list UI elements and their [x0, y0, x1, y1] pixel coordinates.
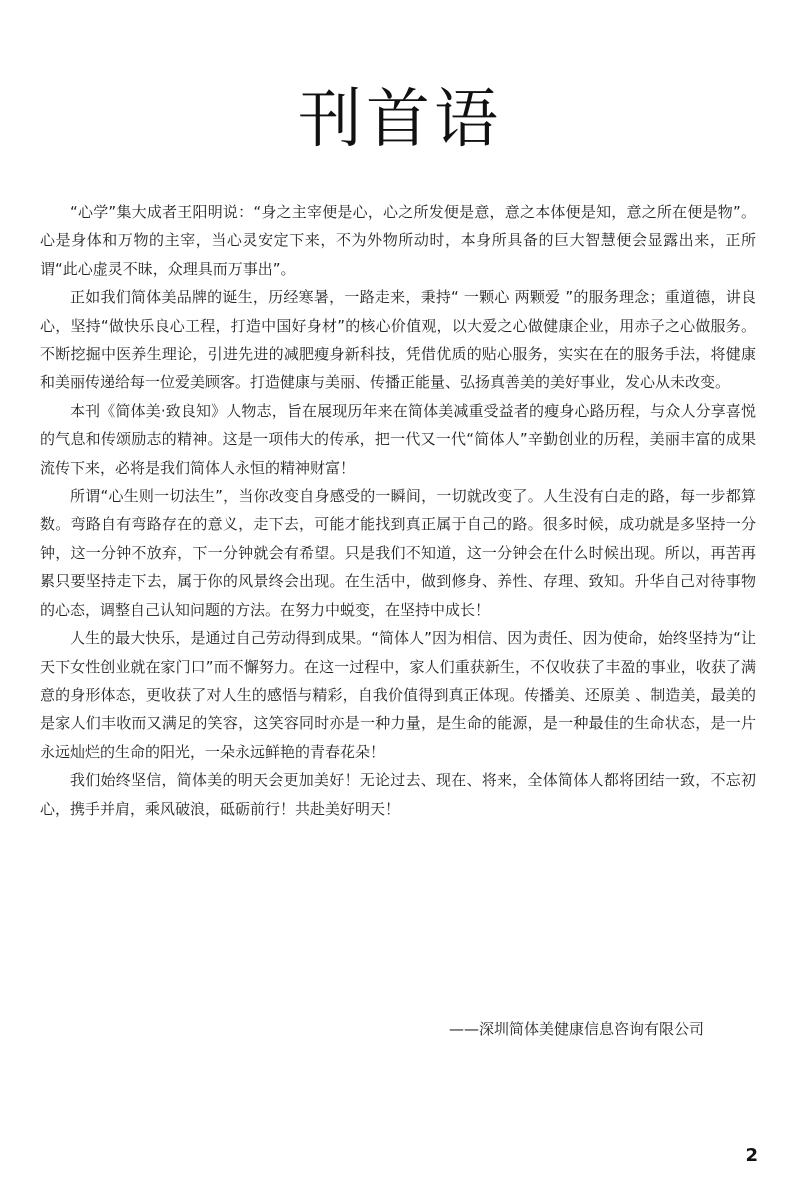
paragraph-1: “心学”集大成者王阳明说：“身之主宰便是心，心之所发便是意，意之本体便是知，意之所在便是物”。心是身体和万物的主宰，当心灵安定下来，不为外物所动时，本身所具备的巨大智慧便会显露出来，正所谓“此心虚灵不昧，众理具而万事出”。	[40, 203, 756, 278]
paragraph-4: 所谓“心生则一切法生”，当你改变自身感受的一瞬间，一切就改变了。人生没有白走的路，每一步都算数。弯路自有弯路存在的意义，走下去，可能才能找到真正属于自己的路。很多时候，成功就是多坚持一分钟，这一分钟不放弃，下一分钟就会有希望。只是我们不知道，这一分钟会在什么时候出现。所以，再苦再累只要坚持走下去，属于你的风景终会出现。在生活中，做到修身、养性、存理、致知。升华自己对待事物的心态，调整自己认知问题的方法。在努力中蜕变，在坚持中成长！	[40, 487, 756, 619]
paragraph-6: 我们始终坚信，简体美的明天会更加美好！无论过去、现在、将来，全体简体人都将团结一致，不忘初心，携手并肩，乘风破浪，砥砺前行！共赴美好明天！	[40, 771, 756, 818]
page-title: 刊首语	[298, 83, 502, 157]
signature: ——深圳简体美健康信息咨询有限公司	[448, 1020, 704, 1038]
paragraph-5: 人生的最大快乐，是通过自己劳动得到成果。“简体人”因为相信、因为责任、因为使命，始终坚持为“让天下女性创业就在家门口”而不懈努力。在这一过程中，家人们重获新生，不仅收获了丰盈的事业，收获了满意的身形体态，更收获了对人生的感悟与精彩，自我价值得到真正体现。传播美、还原美 、制造美，最美的是家人们丰收而又满足的笑容，这笑容同时亦是一种力量，是生命的能源，是一种最佳的生命状态，是一片永远灿烂的生命的阳光，一朵永远鲜艳的青春花朵！	[40, 629, 756, 761]
article-body	[40, 198, 756, 823]
paragraph-3: 本刊《简体美·致良知》人物志，旨在展现历年来在简体美减重受益者的瘦身心路历程，与众人分享喜悦的气息和传颂励志的精神。这是一项伟大的传承，把一代又一代“简体人”辛勤创业的历程，美丽丰富的成果流传下来，必将是我们简体人永恒的精神财富！	[40, 401, 756, 477]
page-number: 2	[745, 1145, 758, 1166]
paragraph-2: 正如我们简体美品牌的诞生，历经寒暑，一路走来，秉持“ 一颗心 两颗爱 ”的服务理念；重道德，讲良心，坚持“做快乐良心工程，打造中国好身材”的核心价值观，以大爱之心做健康企业，用赤子之心做服务。不断挖掘中医养生理论，引进先进的减肥瘦身新科技，凭借优质的贴心服务，实实在在的服务手法，将健康和美丽传递给每一位爱美顾客。打造健康与美丽、传播正能量、弘扬真善美的美好事业，发心从未改变。	[40, 288, 756, 392]
